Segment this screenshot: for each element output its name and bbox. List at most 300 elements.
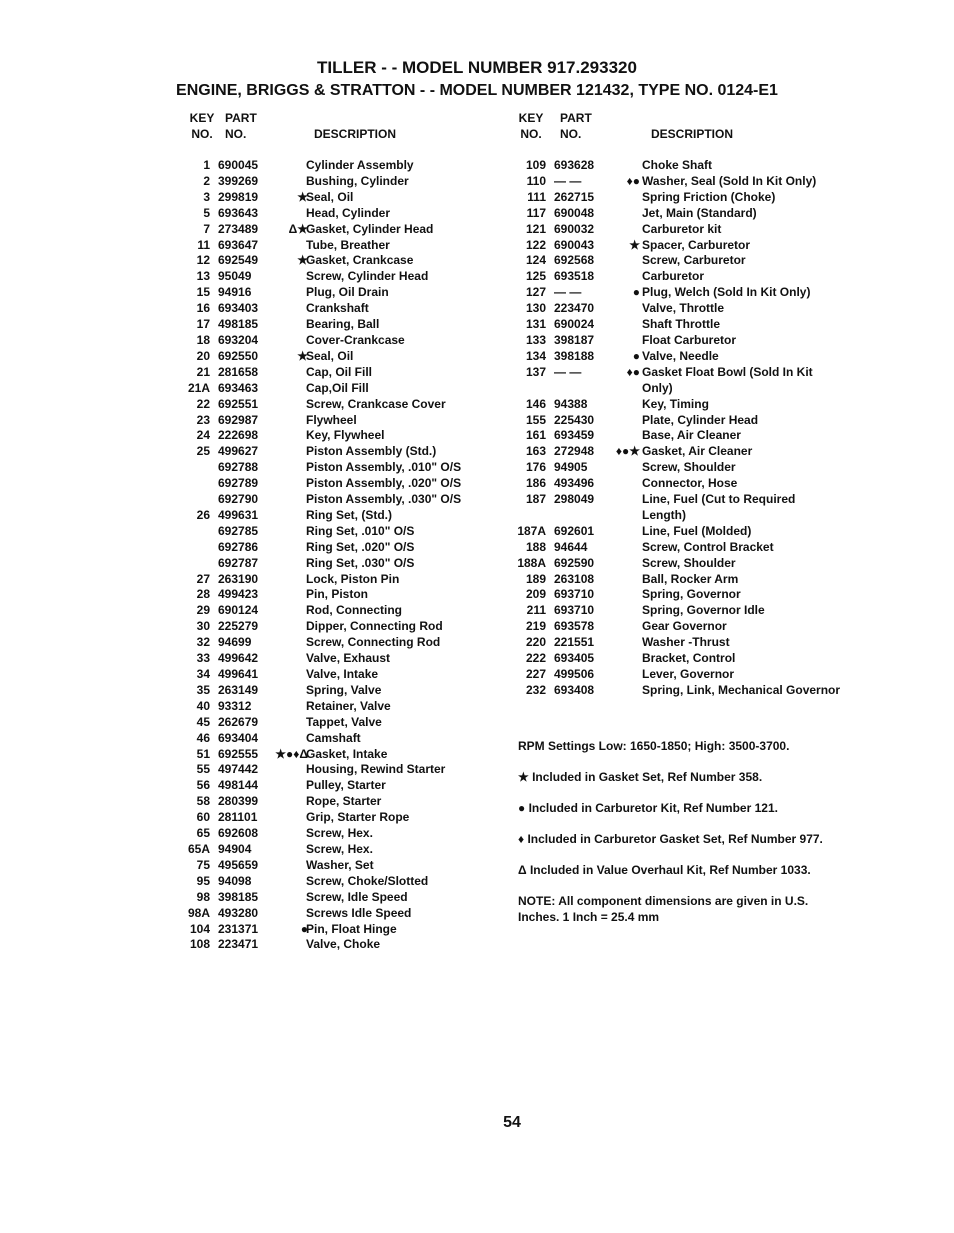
key-number: 27: [196, 571, 210, 586]
part-number: 498144: [218, 778, 259, 793]
key-number: 45: [196, 714, 210, 729]
part-number: 273489: [218, 221, 259, 236]
part-description: Spring Friction (Choke): [642, 189, 776, 204]
part-description: Spring, Valve: [306, 682, 382, 697]
key-number: 35: [196, 682, 210, 697]
key-number: 104: [189, 921, 210, 936]
part-description: Connector, Hose: [642, 476, 738, 491]
table-row: [512, 222, 842, 238]
part-description: Washer -Thrust: [642, 635, 730, 650]
key-number: 121: [525, 221, 546, 236]
key-number: 51: [196, 746, 210, 761]
part-description: Jet, Main (Standard): [642, 205, 757, 220]
part-number: 398188: [554, 348, 595, 363]
key-number: 220: [525, 635, 546, 650]
part-description: Screw, Cylinder Head: [306, 269, 429, 284]
key-number: 32: [196, 635, 210, 650]
table-row: [176, 874, 491, 890]
part-number: 299819: [218, 189, 259, 204]
part-description: Washer, Set: [306, 857, 374, 872]
table-row: [176, 683, 491, 699]
key-number: 219: [525, 619, 546, 634]
page-title: TILLER - - MODEL NUMBER 917.293320: [317, 58, 637, 77]
part-description: Pin, Piston: [306, 587, 369, 602]
part-description: Ball, Rocker Arm: [642, 571, 739, 586]
table-row: [176, 651, 491, 667]
part-number: 263149: [218, 682, 259, 697]
table-row: [176, 413, 491, 429]
table-row: [176, 731, 491, 747]
part-number: 693405: [554, 651, 595, 666]
part-description: Screw, Idle Speed: [306, 889, 408, 904]
part-description: Carburetor: [642, 269, 705, 284]
part-description: Pin, Float Hinge: [306, 921, 397, 936]
table-row: [176, 699, 491, 715]
table-row: [176, 301, 491, 317]
part-description: Screw, Shoulder: [642, 460, 736, 475]
part-description: Tappet, Valve: [306, 714, 382, 729]
part-number: 692549: [218, 253, 259, 268]
table-row: [512, 635, 842, 651]
rpm-settings-note: RPM Settings Low: 1650-1850; High: 3500-3700.: [518, 739, 790, 753]
part-number: 499642: [218, 651, 259, 666]
part-description: Bracket, Control: [642, 651, 736, 666]
key-number: 13: [196, 269, 210, 284]
part-no-header: PART NO.: [225, 111, 257, 141]
key-no-header: KEY NO.: [518, 111, 544, 141]
part-number: 693204: [218, 332, 259, 347]
key-number: 98: [196, 889, 210, 904]
part-number: 281101: [218, 810, 258, 825]
key-number: 189: [525, 571, 546, 586]
key-number: 188A: [517, 555, 546, 570]
table-row: [512, 238, 842, 254]
part-description: Line, Fuel (Molded): [642, 523, 752, 538]
part-number: 692987: [218, 412, 259, 427]
part-description: Head, Cylinder: [306, 205, 391, 220]
part-number: 93312: [218, 698, 252, 713]
symbol-marker: ★●♦Δ: [275, 746, 308, 761]
symbol-marker: ●: [632, 285, 640, 300]
part-number: 94388: [554, 396, 588, 411]
part-description: Float Carburetor: [642, 332, 737, 347]
table-row: [512, 444, 842, 460]
key-number: 65A: [187, 841, 210, 856]
table-row: [176, 937, 491, 953]
key-number: 75: [196, 857, 210, 872]
key-number: 163: [525, 444, 546, 459]
symbol-marker: ♦●★: [615, 444, 640, 459]
table-row: [176, 572, 491, 588]
table-row: [512, 253, 842, 269]
key-number: 127: [525, 285, 546, 300]
part-number: 692590: [554, 555, 595, 570]
part-description: Gasket Float Bowl (Sold In Kit Only): [642, 364, 813, 395]
key-number: 111: [527, 189, 546, 204]
description-header: DESCRIPTION: [314, 127, 397, 141]
table-row: [176, 603, 491, 619]
table-row: [512, 556, 842, 572]
table-row: [176, 715, 491, 731]
part-description: Ring Set, .020" O/S: [306, 539, 415, 554]
part-number: 690024: [554, 317, 595, 332]
table-row: [176, 619, 491, 635]
table-row: [176, 238, 491, 254]
key-number: 109: [525, 158, 546, 172]
table-row: [176, 460, 491, 476]
part-description: Piston Assembly (Std.): [306, 444, 437, 459]
table-row: [176, 428, 491, 444]
part-number: 262715: [554, 189, 595, 204]
key-number: 40: [196, 698, 210, 713]
key-number: 17: [196, 317, 210, 332]
part-number: — —: [554, 285, 582, 300]
part-number: 94699: [218, 635, 252, 650]
part-number: 281658: [218, 364, 259, 379]
part-description: Piston Assembly, .030" O/S: [306, 492, 462, 507]
key-number: 46: [196, 730, 210, 745]
part-description: Cylinder Assembly: [306, 158, 414, 172]
key-number: 22: [196, 396, 210, 411]
parts-list-left: [176, 158, 491, 953]
part-number: 298049: [554, 492, 595, 507]
part-description: Choke Shaft: [642, 158, 713, 172]
key-number: 25: [196, 444, 210, 459]
key-number: 21A: [187, 380, 210, 395]
part-no-header: PART NO.: [560, 111, 592, 141]
key-no-header: KEY NO.: [189, 111, 215, 141]
part-number: 693463: [218, 380, 259, 395]
key-number: 33: [196, 651, 210, 666]
table-row: [176, 190, 491, 206]
table-row: [176, 540, 491, 556]
table-row: [512, 397, 842, 413]
part-number: 94098: [218, 873, 252, 888]
part-number: 690043: [554, 237, 595, 252]
part-number: 693643: [218, 205, 259, 220]
table-row: [176, 667, 491, 683]
part-description: Gear Governor: [642, 619, 727, 634]
key-number: 124: [525, 253, 546, 268]
part-number: 225279: [218, 619, 259, 634]
table-row: [176, 810, 491, 826]
key-number: 7: [203, 221, 210, 236]
key-number: 176: [525, 460, 546, 475]
table-row: [176, 365, 491, 381]
table-row: [512, 269, 842, 285]
part-number: 263108: [554, 571, 595, 586]
part-number: 692555: [218, 746, 259, 761]
key-number: 187: [525, 492, 546, 507]
part-description: Plug, Oil Drain: [306, 285, 389, 300]
part-description: Ring Set, .010" O/S: [306, 523, 415, 538]
part-description: Spacer, Carburetor: [642, 237, 751, 252]
symbol-marker: ●: [632, 348, 640, 363]
part-number: 499641: [218, 667, 259, 681]
key-number: 117: [526, 205, 546, 220]
part-description: Piston Assembly, .010" O/S: [306, 460, 462, 475]
part-description: Screw, Shoulder: [642, 555, 736, 570]
table-row: [176, 890, 491, 906]
table-row: [176, 349, 491, 365]
part-description: Screw, Choke/Slotted: [306, 873, 429, 888]
part-description: Spring, Governor Idle: [642, 603, 765, 618]
part-description: Gasket, Crankcase: [306, 253, 414, 268]
gasket-set-note: ★ Included in Gasket Set, Ref Number 358.: [518, 770, 763, 784]
part-number: 272948: [554, 444, 595, 459]
part-number: 94904: [218, 841, 252, 856]
part-number: 693578: [554, 619, 595, 634]
part-number: 94905: [554, 460, 588, 475]
key-number: 2: [203, 173, 210, 188]
key-number: 137: [525, 364, 546, 379]
part-number: 690032: [554, 221, 595, 236]
part-number: 493496: [554, 476, 595, 491]
part-description: Carburetor kit: [642, 221, 722, 236]
part-description: Base, Air Cleaner: [642, 428, 741, 443]
part-description: Crankshaft: [306, 301, 369, 316]
key-number: 58: [196, 794, 210, 809]
part-number: 222698: [218, 428, 259, 443]
part-description: Cover-Crankcase: [306, 332, 405, 347]
table-row: [176, 476, 491, 492]
part-number: 693459: [554, 428, 595, 443]
table-row: [176, 222, 491, 238]
part-description: Screw, Crankcase Cover: [306, 396, 446, 411]
key-number: 146: [525, 396, 546, 411]
part-number: 690048: [554, 205, 595, 220]
table-row: [512, 301, 842, 317]
table-row: [512, 651, 842, 667]
carburetor-kit-note: ● Included in Carburetor Kit, Ref Number 121.: [518, 801, 778, 815]
part-number: 497442: [218, 762, 259, 777]
table-row: [176, 794, 491, 810]
table-row: [176, 858, 491, 874]
valve-overhaul-note: Δ Included in Value Overhaul Kit, Ref Number 1033.: [518, 863, 811, 877]
table-row: [176, 174, 491, 190]
table-row: [512, 333, 842, 349]
table-row: [176, 269, 491, 285]
part-description: Lock, Piston Pin: [306, 571, 400, 586]
description-header: DESCRIPTION: [651, 127, 734, 141]
key-number: 26: [196, 507, 210, 522]
part-number: 499423: [218, 587, 259, 602]
symbol-marker: ♦●: [626, 173, 640, 188]
part-description: Piston Assembly, .020" O/S: [306, 476, 462, 491]
table-row: [512, 349, 842, 365]
part-number: 94916: [218, 285, 252, 300]
part-description: Housing, Rewind Starter: [306, 762, 446, 777]
part-number: 690124: [218, 603, 259, 618]
notes: [518, 738, 848, 940]
part-description: Camshaft: [306, 730, 361, 745]
symbol-marker: ●: [300, 921, 308, 936]
part-number: 221551: [554, 635, 595, 650]
part-number: 692788: [218, 460, 259, 475]
carburetor-gasket-set-note: ♦ Included in Carburetor Gasket Set, Ref Number 977.: [518, 832, 823, 846]
part-description: Rope, Starter: [306, 794, 382, 809]
table-row: [176, 842, 491, 858]
key-number: 161: [525, 428, 546, 443]
part-number: 690045: [218, 158, 259, 172]
symbol-marker: ★: [297, 253, 308, 268]
table-row: [512, 619, 842, 635]
key-number: 232: [525, 682, 546, 697]
key-number: 227: [525, 667, 546, 681]
table-row: [512, 190, 842, 206]
key-number: 15: [196, 285, 210, 300]
part-number: 692785: [218, 523, 259, 538]
table-row: [512, 587, 842, 603]
part-description: Seal, Oil: [306, 189, 354, 204]
table-row: [512, 476, 842, 492]
table-row: [176, 747, 491, 763]
table-row: [176, 206, 491, 222]
page-subtitle: ENGINE, BRIGGS & STRATTON - - MODEL NUMBER 121432, TYPE NO. 0124-E1: [176, 82, 778, 99]
dimensions-note: NOTE: All component dimensions are given in U.S. Inches. 1 Inch = 25.4 mm: [518, 894, 809, 924]
table-row: [176, 333, 491, 349]
table-row: [176, 556, 491, 572]
table-row: [176, 492, 491, 508]
key-number: 187A: [517, 523, 546, 538]
part-description: Spring, Link, Mechanical Governor: [642, 682, 841, 697]
part-number: 692550: [218, 348, 259, 363]
part-description: Gasket, Air Cleaner: [642, 444, 753, 459]
key-number: 155: [525, 412, 546, 427]
part-number: 692551: [218, 396, 259, 411]
part-number: 692787: [218, 555, 259, 570]
part-description: Seal, Oil: [306, 348, 354, 363]
part-description: Shaft Throttle: [642, 317, 720, 332]
part-number: 262679: [218, 714, 259, 729]
key-number: 134: [525, 348, 546, 363]
key-number: 12: [196, 253, 210, 268]
part-description: Valve, Intake: [306, 667, 379, 681]
part-number: 692789: [218, 476, 259, 491]
part-description: Screws Idle Speed: [306, 905, 412, 920]
part-description: Plug, Welch (Sold In Kit Only): [642, 285, 811, 300]
key-number: 110: [526, 173, 546, 188]
part-number: 693518: [554, 269, 595, 284]
part-number: — —: [554, 173, 582, 188]
part-description: Screw, Connecting Rod: [306, 635, 441, 650]
key-number: 108: [189, 937, 210, 952]
part-number: 692568: [554, 253, 595, 268]
key-number: 11: [197, 237, 210, 252]
key-number: 188: [525, 539, 546, 554]
table-row: [176, 397, 491, 413]
part-number: 94644: [554, 539, 588, 554]
part-description: Key, Flywheel: [306, 428, 385, 443]
part-description: Screw, Control Bracket: [642, 539, 774, 554]
key-number: 55: [196, 762, 210, 777]
page-number: 54: [503, 1114, 521, 1131]
table-row: [512, 174, 842, 190]
part-description: Valve, Throttle: [642, 301, 725, 316]
part-description: Flywheel: [306, 412, 357, 427]
part-description: Bearing, Ball: [306, 317, 380, 332]
part-description: Gasket, Intake: [306, 746, 388, 761]
table-row: [512, 667, 842, 683]
part-description: Washer, Seal (Sold In Kit Only): [642, 173, 817, 188]
key-number: 24: [196, 428, 210, 443]
part-number: 692790: [218, 492, 259, 507]
part-description: Plate, Cylinder Head: [642, 412, 759, 427]
table-row: [176, 444, 491, 460]
part-description: Cap,Oil Fill: [306, 380, 369, 395]
part-number: 693647: [218, 237, 259, 252]
table-row: [176, 635, 491, 651]
table-row: [176, 762, 491, 778]
table-row: [512, 492, 842, 524]
part-description: Bushing, Cylinder: [306, 173, 409, 188]
key-number: 18: [196, 332, 210, 347]
symbol-marker: ★: [297, 189, 308, 204]
table-row: [176, 922, 491, 938]
part-number: 693403: [218, 301, 259, 316]
part-number: 231371: [218, 921, 259, 936]
part-description: Ring Set, (Std.): [306, 507, 392, 522]
part-number: 692786: [218, 539, 259, 554]
part-number: 498185: [218, 317, 259, 332]
part-number: 693710: [554, 587, 595, 602]
table-row: [176, 317, 491, 333]
table-row: [176, 381, 491, 397]
part-description: Valve, Needle: [642, 348, 719, 363]
part-number: 263190: [218, 571, 259, 586]
part-description: Key, Timing: [642, 396, 709, 411]
key-number: 122: [525, 237, 546, 252]
parts-list-right: [512, 158, 842, 699]
key-number: 56: [196, 778, 210, 793]
key-number: 133: [525, 332, 546, 347]
symbol-marker: ♦●: [626, 364, 640, 379]
part-description: Cap, Oil Fill: [306, 364, 373, 379]
table-row: [176, 826, 491, 842]
key-number: 20: [196, 348, 210, 363]
key-number: 211: [526, 603, 546, 618]
symbol-marker: ★: [297, 348, 308, 363]
part-number: 495659: [218, 857, 259, 872]
key-number: 23: [196, 412, 210, 427]
symbol-marker: ★: [629, 237, 640, 252]
table-row: [512, 572, 842, 588]
part-description: Ring Set, .030" O/S: [306, 555, 415, 570]
part-number: 493280: [218, 905, 259, 920]
part-description: Screw, Hex.: [306, 826, 373, 841]
part-number: 693408: [554, 682, 595, 697]
key-number: 98A: [187, 905, 210, 920]
part-number: — —: [554, 364, 582, 379]
table-row: [512, 460, 842, 476]
part-description: Tube, Breather: [306, 237, 390, 252]
key-number: 30: [196, 619, 210, 634]
part-description: Valve, Exhaust: [306, 651, 391, 666]
part-number: 225430: [554, 412, 595, 427]
table-row: [512, 317, 842, 333]
part-number: 398185: [218, 889, 259, 904]
part-number: 499506: [554, 667, 595, 681]
key-number: 60: [196, 810, 210, 825]
part-number: 399269: [218, 173, 259, 188]
table-row: [176, 508, 491, 524]
part-description: Rod, Connecting: [306, 603, 402, 618]
table-row: [176, 778, 491, 794]
key-number: 65: [196, 826, 210, 841]
part-number: 693710: [554, 603, 595, 618]
part-number: 692601: [554, 523, 595, 538]
key-number: 5: [203, 205, 210, 220]
